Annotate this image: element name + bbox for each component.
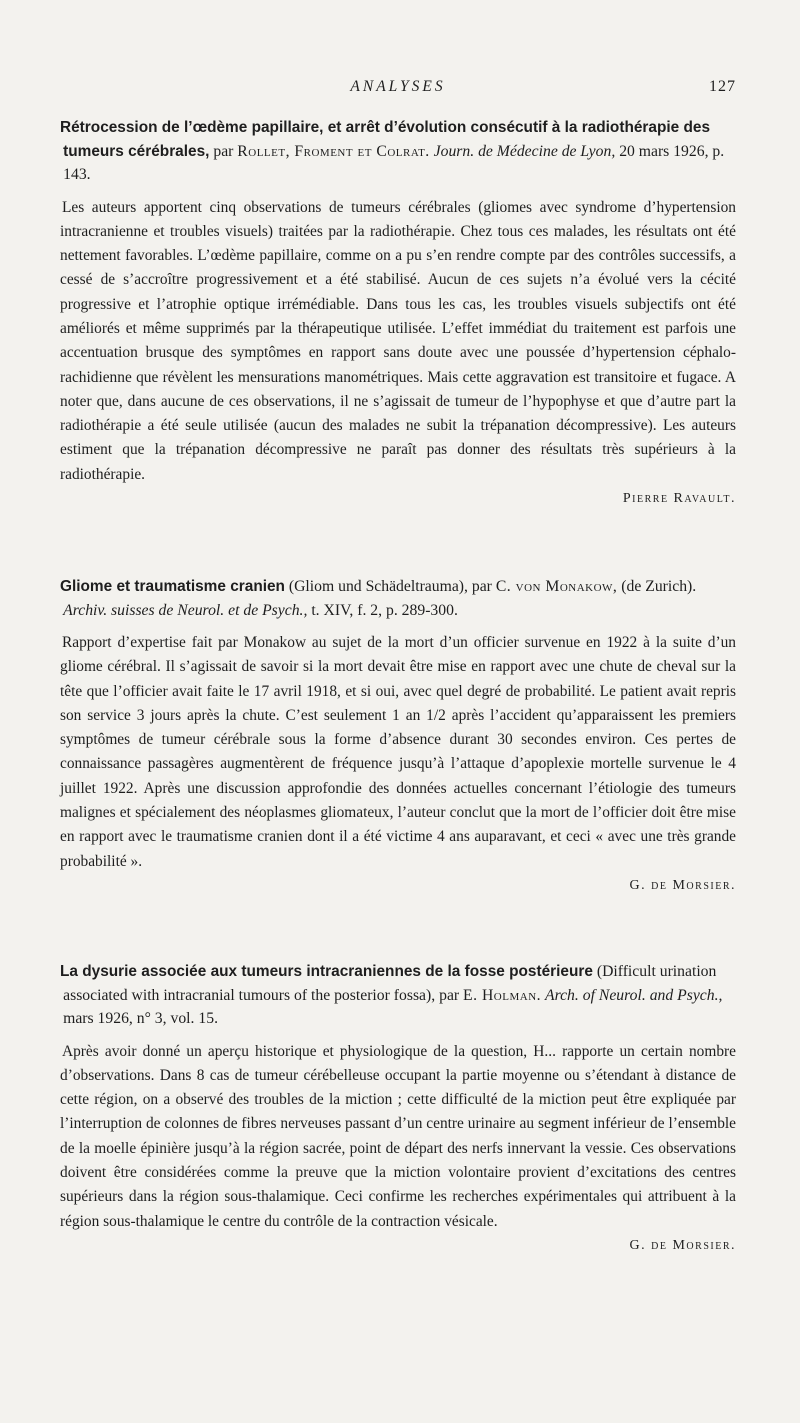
article-dysurie: [60, 960, 736, 1254]
page-number: 127: [709, 78, 736, 95]
article-body: Rapport d’expertise fait par Monakow au sujet de la mort d’un officier survenue en 1922 à la suite d’un gliome cérébral. Il s’agissait de savoir si la mort devait être mise en rapport avec une chute de cheval sur la tête que l’officier avait faite le 17 avril 1918, et si oui, avec quel degré de probabilité. Le patient avait repris son service 3 jours après la chute. C’est seulement 1 an 1/2 après l’accident qu’apparaissent les premiers symptômes de tumeur cérébrale sous la forme d’absence durant 30 secondes environ. Ces pertes de connaissance passagères augmentèrent de fréquence jusqu’à l’attaque d’apoplexie mortelle survenue le 4 juillet 1922. Après une discussion approfondie des données actuelles concernant l’étiologie des tumeurs malignes et spécialement des néoplasmes gliomateux, l’auteur conclut que la mort de l’officier doit être mise en rapport avec le traumatisme cranien dont il a été victime 4 ans auparavant, et ceci « avec une très grande probabilité ».: [60, 634, 736, 870]
citation: 20 mars 1926, p. 143.: [63, 142, 725, 183]
article-body: Après avoir donné un aperçu historique et physiologique de la question, H... rapporte un certain nombre d’observations. Dans 8 cas de tumeur cérébelleuse occupant la partie moyenne ou s’étendant à distance de cette région, on a observé des troubles de la miction ; cette difficulté de la miction peut être expliquée par l’interruption de colonnes de fibres nerveuses passant d’un centre urinaire au segment inférieur de l’ensemble de la moelle épinière jusqu’à la région sacrée, point de départ des nerfs innervant la vessie. Ces observations doivent être considérées comme la preuve que la miction volontaire provient d’excitations des centres supérieurs dans la région sous-thalamique. Ceci confirme les recherches expérimentales qui attribuent à la région sous-thalamique le centre du contrôle de la contraction vésicale.: [60, 1042, 736, 1230]
journal-name: Archiv. suisses de Neurol. et de Psych.,: [63, 601, 308, 619]
journal-name: Journ. de Médecine de Lyon,: [433, 142, 616, 160]
running-head-title: ANALYSES: [350, 78, 446, 95]
article-authors: E. Holman.: [463, 986, 542, 1004]
article-place: (de Zurich).: [621, 578, 697, 595]
article-heading: [60, 960, 736, 1031]
journal-name: Arch. of Neurol. and Psych.,: [544, 986, 723, 1004]
article-retrocession: [60, 116, 736, 507]
article-authors: Rollet, Froment et Colrat.: [237, 142, 430, 160]
article-title: Rétrocession de l’œdème papillaire, et arrêt d’évolution consécutif à la radiothérapie des tumeurs cérébrales,: [60, 119, 711, 160]
article-heading: [60, 575, 736, 622]
article-gliome: [60, 575, 736, 894]
by-word: par: [471, 578, 492, 595]
article-subtitle: (Difficult urination associated with intracranial tumours of the posterior fossa),: [63, 963, 717, 1004]
article-subtitle: (Gliom und Schädeltrauma),: [288, 578, 468, 595]
article-title: Gliome et traumatisme cranien: [60, 578, 285, 595]
by-word: par: [213, 142, 234, 160]
citation: t. XIV, f. 2, p. 289-300.: [311, 601, 458, 619]
article-authors: C. von Monakow,: [495, 578, 618, 595]
article-signature: G. de Morsier.: [629, 877, 736, 893]
citation: mars 1926, n° 3, vol. 15.: [63, 1010, 218, 1027]
article-signature: G. de Morsier.: [629, 1237, 736, 1253]
article-body: Les auteurs apportent cinq observations de tumeurs cérébrales (gliomes avec syndrome d’hypertension intracranienne et troubles visuels) traitées par la radiothérapie. Chez tous ces malades, les résultats ont été nettement favorables. L’œdème papillaire, comme on a pu s’en rendre compte par des contrôles successifs, a cessé de s’accroître progressivement et a été stabilisé. Aucun de ces sujets n’a évolué vers la cécité progressive et l’atrophie optique irrémédiable. Dans tous les cas, les troubles visuels subjectifs ont été améliorés et même supprimés par la thérapeutique utilisée. L’effet immédiat du traitement est parfois une accentuation brusque des symptômes en rapport sans doute avec une poussée d’hypertension céphalo-rachidienne que révèlent les mensurations manométriques. Mais cette aggravation est transitoire et fugace. A noter que, dans aucune de ces observations, il ne s’agissait de tumeur de l’hypophyse et que d’autre part la radiothérapie a été seule utilisée (aucun des malades ne subit la trépanation décompressive). Les auteurs estiment que la trépanation décompressive ne paraît pas donner des résultats très supérieurs à la radiothérapie.: [60, 198, 736, 483]
article-heading: [60, 116, 736, 187]
running-head: [60, 78, 736, 102]
article-signature: Pierre Ravault.: [622, 491, 736, 507]
by-word: par: [439, 986, 460, 1004]
article-title: La dysurie associée aux tumeurs intracraniennes de la fosse postérieure: [60, 963, 593, 980]
